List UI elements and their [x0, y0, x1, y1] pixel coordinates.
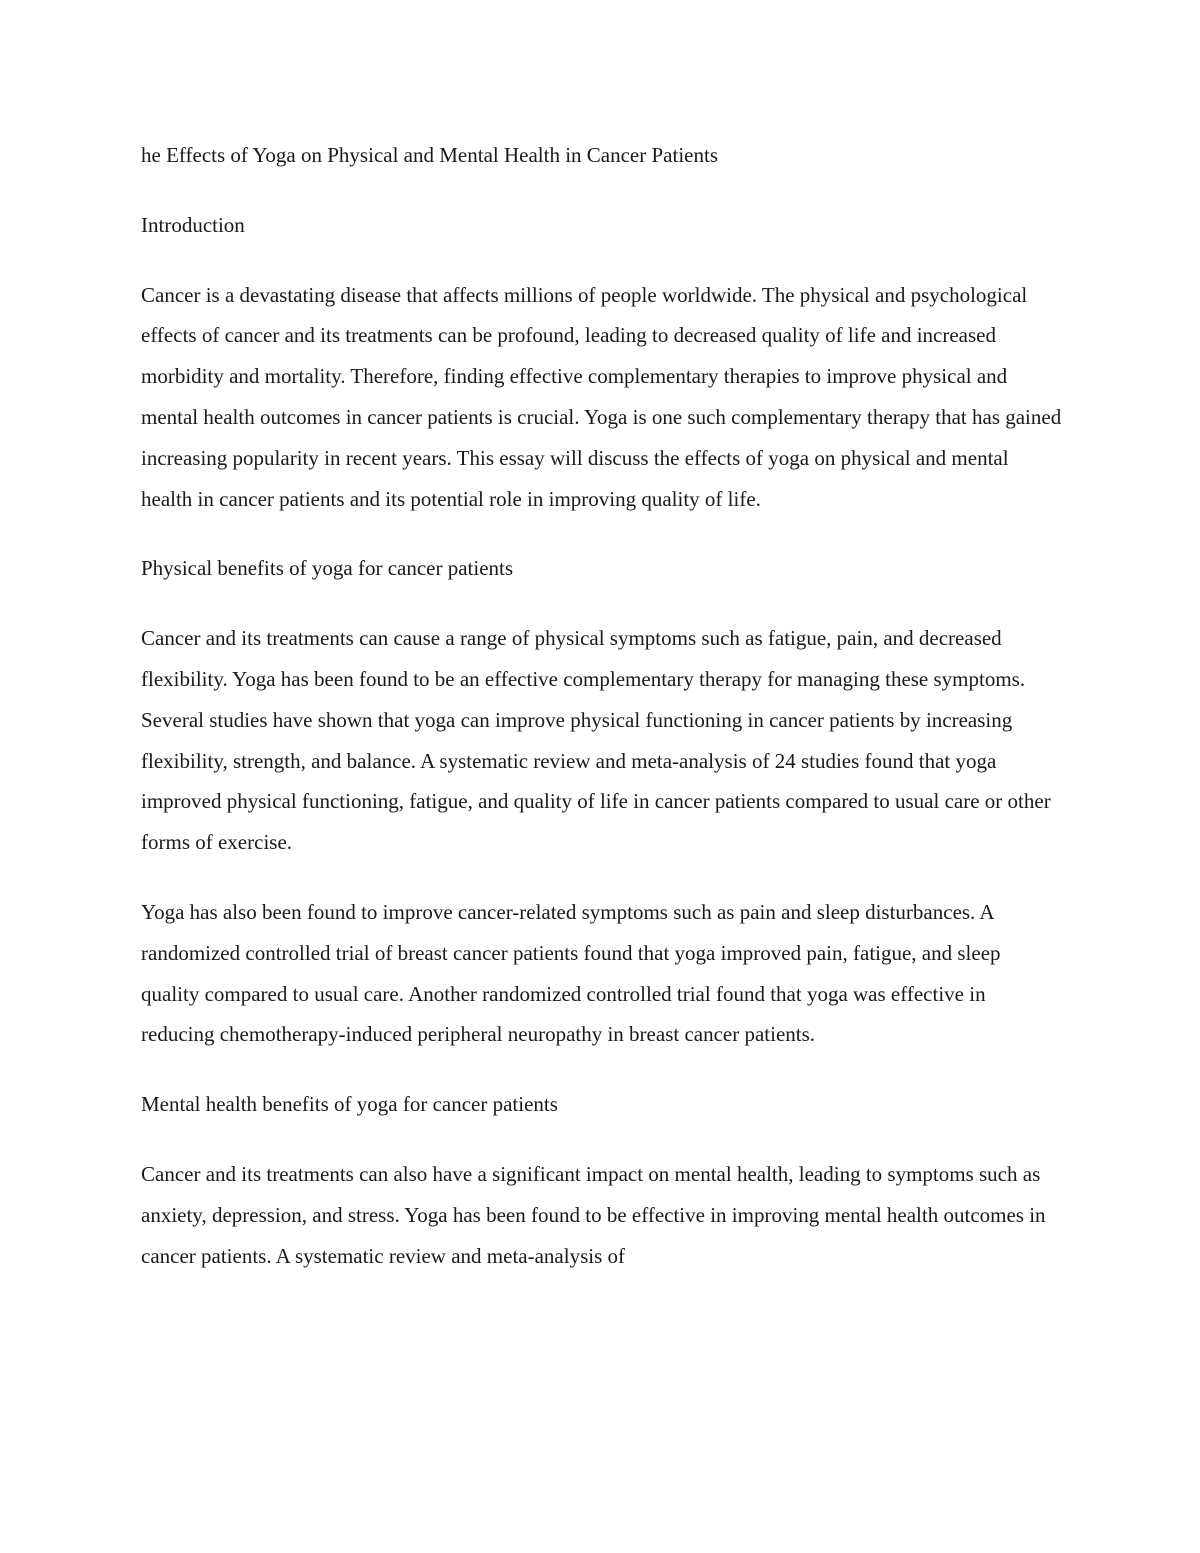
document-title: he Effects of Yoga on Physical and Mental Health in Cancer Patients	[141, 143, 718, 167]
paragraph: Cancer and its treatments can cause a range of physical symptoms such as fatigue, pain, and decreased flexibility. Yoga has been found to be an effective complementary therapy for managing these symptoms. Several studies have shown that yoga can improve physical functioning in cancer patients by increasing flexibility, strength, and balance. A systematic review and meta-analysis of 24 studies found that yoga improved physical functioning, fatigue, and quality of life in cancer patients compared to usual care or other forms of exercise.	[141, 626, 1051, 855]
section-heading-physical-benefits: Physical benefits of yoga for cancer patients	[141, 556, 514, 581]
paragraph: Cancer and its treatments can also have a significant impact on mental health, leading to symptoms such as anxiety, depression, and stress. Yoga has been found to be effective in improving mental health outcomes in cancer patients. A systematic review and meta-analysis of	[141, 1161, 1046, 1268]
paragraph: Yoga has also been found to improve cancer-related symptoms such as pain and sleep disturbances. A randomized controlled trial of breast cancer patients found that yoga improved pain, fatigue, and sleep quality compared to usual care. Another randomized controlled trial found that yoga was effective in reducing chemotherapy-induced peripheral neuropathy in breast cancer patients.	[141, 899, 1001, 1047]
paragraph: Cancer is a devastating disease that affects millions of people worldwide. The physical and psychological effects of cancer and its treatments can be profound, leading to decreased quality of life and increased morbidity and mortality. Therefore, finding effective complementary therapies to improve physical and mental health outcomes in cancer patients is crucial. Yoga is one such complementary therapy that has gained increasing popularity in recent years. This essay will discuss the effects of yoga on physical and mental health in cancer patients and its potential role in improving quality of life.	[141, 282, 1062, 511]
section-heading-introduction: Introduction	[141, 212, 245, 237]
section-heading-mental-health-benefits: Mental health benefits of yoga for cancer patients	[141, 1092, 558, 1117]
document-body	[141, 135, 1063, 1305]
